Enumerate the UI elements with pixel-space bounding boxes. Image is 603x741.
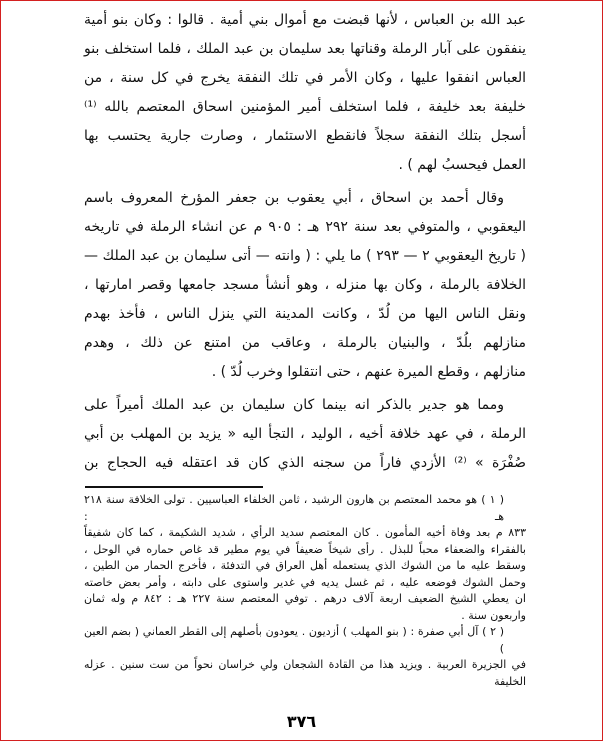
- paragraph-1: [84, 6, 526, 180]
- text-line: العباس انفقوا عليها ، وكان الأمر في تلك النفقة يخرج في كل سنة ، من: [84, 70, 526, 86]
- text-line: الرملة ، في عهد خلافة أخيه ، الوليد ، التجأ اليه « يزيد بن المهلب بن أبي: [84, 426, 526, 442]
- text-line: صُفْرَة » ⁽²⁾ الأزدي فاراً من سجنه الذي كان قد اعتقله فيه الحجاج بن: [84, 455, 526, 471]
- text-line: ( تاريخ اليعقوبي ٢ — ٢٩٣ ) ما يلي : ( وانته — أتى سليمان بن عبد الملك —: [84, 248, 527, 264]
- footnote-line: وحمل الشوك فوضعه عليه ، ثم غسل يديه في غدير واستوى على دابته ، وأمر بعض خاصته: [84, 575, 526, 589]
- footnote-line: واربعون سنة .: [461, 608, 526, 622]
- paragraph-2: [84, 184, 526, 387]
- page-content: [84, 0, 526, 690]
- footnote-line: ( ٢ ) آل أبي صفرة : ( بنو المهلب ) أزديون . يعودون بأصلهم إلى القطر العماني ( بضم العين ): [84, 625, 504, 655]
- page-number: ٣٧٦: [286, 712, 317, 731]
- text-line: اليعقوبي ، والمتوفي بعد سنة ٢٩٢ هـ : ٩٠٥ م عن انشاء الرملة في تاريخه: [84, 219, 526, 235]
- text-line: العمل فيحسبُ لهم ) .: [398, 157, 526, 173]
- text-line: الخلافة بالرملة ، وكان بها منزله ، وهو أنشأ مسجد جامعها وقصر امارتها ،: [84, 277, 526, 293]
- text-line: أسجل بتلك النفقة سجلاً فانقطع الاستئمار ، وصارت جارية يحتسب بها: [84, 128, 526, 144]
- text-line: منازلهم بلُدّ ، والبنيان بالرملة ، وعاقب من امتنع عن ذلك ، وهدم: [84, 335, 526, 351]
- footnote-separator: [85, 486, 263, 488]
- text-line: عبد الله بن العباس ، لأنها قبضت مع أموال بني أمية . قالوا : وكان بنو أمية: [84, 12, 526, 28]
- footnote-line: ( ١ ) هو محمد المعتصم بن هارون الرشيد ، ثامن الخلفاء العباسيين . تولى الخلافة سنة ٢١٨ هـ :: [84, 493, 504, 523]
- paragraph-3: [84, 391, 526, 478]
- text-line: وقال أحمد بن اسحاق ، أبي يعقوب بن جعفر المؤرخ المعروف باسم: [84, 190, 504, 206]
- footnote-line: بالفقراء والضعفاء محباً للبذل . رأى شيخاً ضعيفاً في يوم مطير قد غاص حماره في الوحل ،: [84, 542, 526, 556]
- text-line: ومما هو جدير بالذكر انه بينما كان سليمان بن عبد الملك أميراً على: [84, 397, 504, 413]
- footnote-line: ٨٣٣ م بعد وفاة أخيه المأمون . كان المعتصم سديد الرأي ، شديد الشكيمة ، كما كان شفيقاً: [84, 526, 526, 539]
- text-line: خليفة بعد خليفة ، فلما استخلف أمير المؤمنين اسحاق المعتصم بالله ⁽¹⁾: [84, 99, 526, 115]
- text-line: منازلهم ، وقطع الميرة عنهم ، حتى انتقلوا وخرب لُدّ ) .: [211, 364, 526, 380]
- footnote-line: وسقط عليه ما من الشوك الذي يستعمله أهل العراق في التدفئة ، فأخرج الحمار من الطين ،: [84, 559, 526, 572]
- footnotes: [84, 492, 526, 690]
- footnote-line: ان يعطي الشيخ الضعيف اربعة آلاف درهم . توفي المعتصم سنة ٢٢٧ هـ : ٨٤٢ م وله ثمان: [84, 592, 526, 605]
- text-line: ينفقون على آبار الرملة وقناتها بعد سليمان بن عبد الملك ، فلما استخلف بنو: [84, 41, 526, 57]
- text-line: ونقل الناس اليها من لُدّ ، وكانت المدينة التي ينزل الناس ، فأخذ بهدم: [84, 306, 526, 322]
- footnote-line: في الجزيرة العربية . ويزيد هذا من القادة الشجعان ولي خراسان نحواً من ست سنين . عزله الخليفة: [84, 658, 526, 688]
